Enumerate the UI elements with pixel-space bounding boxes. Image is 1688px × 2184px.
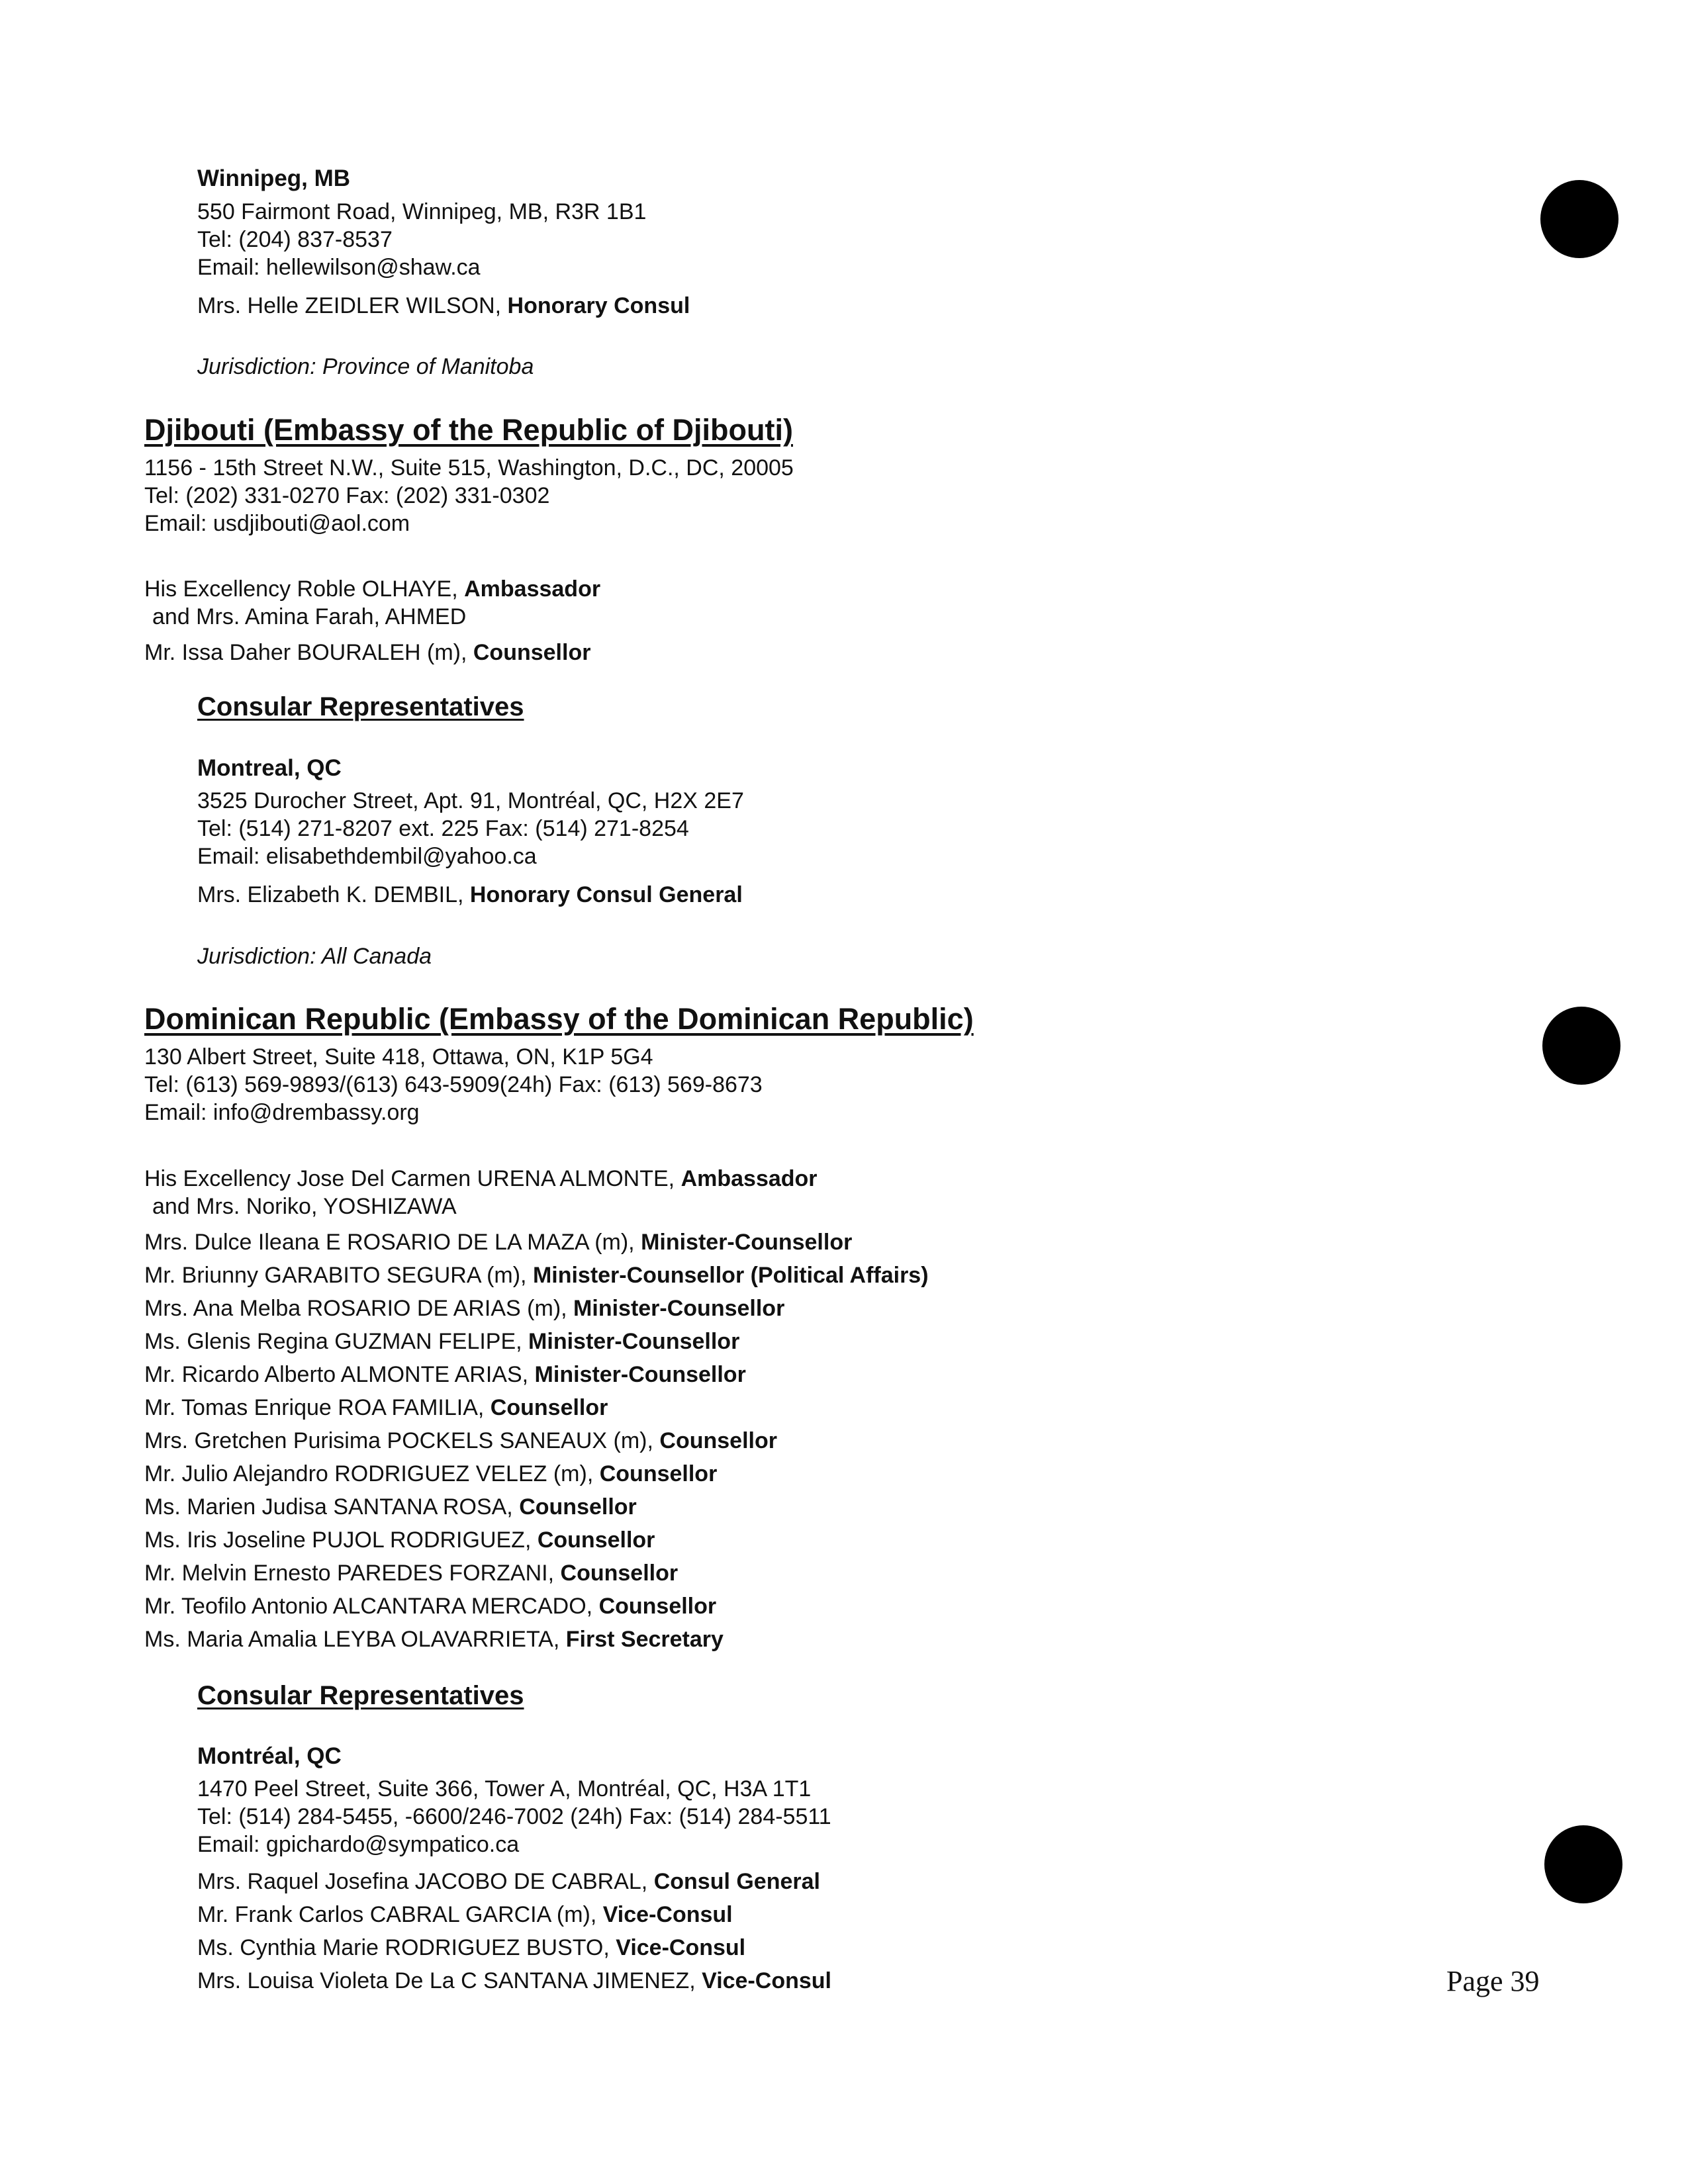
consulate-address: 3525 Durocher Street, Apt. 91, Montréal, QC, H2X 2E7	[197, 788, 744, 813]
embassy-tel: Tel: (613) 569-9893/(613) 643-5909(24h) Fax: (613) 569-8673	[144, 1072, 763, 1097]
consul-name: Ms. Cynthia Marie RODRIGUEZ BUSTO,	[197, 1935, 616, 1960]
consulate-address: 1470 Peel Street, Suite 366, Tower A, Montréal, QC, H3A 1T1	[197, 1776, 812, 1801]
consul-entry	[197, 1967, 831, 1995]
staff-title: Counsellor	[490, 1395, 608, 1420]
consul-title: Honorary Consul General	[469, 882, 743, 907]
consulate-email: Email: gpichardo@sympatico.ca	[197, 1832, 520, 1857]
consul-title: Honorary Consul	[507, 293, 690, 318]
ambassador-entry	[144, 1165, 818, 1193]
ambassador-name: His Excellency Roble OLHAYE,	[144, 576, 465, 602]
consulate-tel: Tel: (514) 284-5455, -6600/246-7002 (24h) Fax: (514) 284-5511	[197, 1804, 831, 1829]
ambassador-spouse: and Mrs. Noriko, YOSHIZAWA	[152, 1194, 457, 1219]
consulate-tel: Tel: (514) 271-8207 ext. 225 Fax: (514) 271-8254	[197, 816, 689, 841]
consul-entry	[197, 292, 690, 320]
consulate-city: Montreal, QC	[197, 755, 342, 781]
staff-name: Mr. Julio Alejandro RODRIGUEZ VELEZ (m),	[144, 1461, 600, 1486]
consul-title: Vice-Consul	[602, 1902, 733, 1927]
staff-entry	[144, 1526, 655, 1554]
jurisdiction-label: Jurisdiction:	[197, 354, 316, 379]
embassy-email: Email: usdjibouti@aol.com	[144, 511, 410, 536]
jurisdiction	[197, 942, 432, 970]
ambassador-spouse: and Mrs. Amina Farah, AHMED	[152, 604, 467, 629]
staff-title: Minister-Counsellor	[528, 1329, 740, 1354]
consulate-email: Email: hellewilson@shaw.ca	[197, 255, 481, 280]
staff-entry	[144, 1261, 929, 1289]
consul-entry	[197, 1868, 820, 1895]
staff-name: Mrs. Dulce Ileana E ROSARIO DE LA MAZA (m),	[144, 1230, 641, 1255]
staff-name: Mr. Teofilo Antonio ALCANTARA MERCADO,	[144, 1594, 599, 1619]
ambassador-name: His Excellency Jose Del Carmen URENA ALMONTE,	[144, 1166, 681, 1191]
staff-name: Ms. Maria Amalia LEYBA OLAVARRIETA,	[144, 1627, 566, 1652]
consul-title: Vice-Consul	[702, 1968, 831, 1993]
embassy-address: 130 Albert Street, Suite 418, Ottawa, ON, K1P 5G4	[144, 1044, 653, 1069]
consul-name: Mrs. Helle ZEIDLER WILSON,	[197, 293, 508, 318]
staff-title: First Secretary	[565, 1627, 724, 1652]
consul-name: Mrs. Raquel Josefina JACOBO DE CABRAL,	[197, 1869, 654, 1894]
staff-name: Ms. Glenis Regina GUZMAN FELIPE,	[144, 1329, 529, 1354]
jurisdiction-label: Jurisdiction:	[197, 944, 316, 969]
jurisdiction	[197, 353, 534, 381]
ambassador-entry	[144, 575, 600, 603]
staff-entry	[144, 1228, 852, 1256]
staff-name: Ms. Marien Judisa SANTANA ROSA,	[144, 1494, 520, 1520]
staff-title: Counsellor	[519, 1494, 637, 1520]
page-number: Page 39	[1446, 1965, 1540, 1997]
embassy-address: 1156 - 15th Street N.W., Suite 515, Washington, D.C., DC, 20005	[144, 455, 794, 480]
staff-entry	[144, 1559, 678, 1587]
staff-title: Counsellor	[473, 640, 591, 665]
consul-entry	[197, 1901, 733, 1929]
staff-title: Minister-Counsellor (Political Affairs)	[532, 1263, 929, 1288]
jurisdiction-value: All Canada	[316, 944, 432, 969]
staff-name: Mrs. Ana Melba ROSARIO DE ARIAS (m),	[144, 1296, 574, 1321]
staff-name: Ms. Iris Joseline PUJOL RODRIGUEZ,	[144, 1527, 538, 1553]
staff-entry	[144, 1295, 784, 1322]
staff-entry	[144, 1394, 608, 1422]
staff-title: Minister-Counsellor	[534, 1362, 746, 1387]
embassy-email: Email: info@drembassy.org	[144, 1100, 420, 1125]
consul-name: Mrs. Louisa Violeta De La C SANTANA JIMENEZ,	[197, 1968, 702, 1993]
consulate-city: Montréal, QC	[197, 1743, 342, 1769]
consulate-address: 550 Fairmont Road, Winnipeg, MB, R3R 1B1	[197, 199, 647, 224]
staff-entry	[144, 1427, 777, 1455]
consul-name: Mr. Frank Carlos CABRAL GARCIA (m),	[197, 1902, 603, 1927]
staff-title: Counsellor	[537, 1527, 655, 1553]
staff-title: Counsellor	[599, 1461, 718, 1486]
staff-entry	[144, 1460, 717, 1488]
consular-representatives-heading: Consular Representatives	[197, 692, 524, 721]
punch-hole	[1544, 1825, 1622, 1903]
staff-entry	[144, 1328, 739, 1355]
staff-title: Counsellor	[560, 1561, 679, 1586]
staff-name: Mr. Issa Daher BOURALEH (m),	[144, 640, 473, 665]
staff-name: Mr. Tomas Enrique ROA FAMILIA,	[144, 1395, 491, 1420]
consul-title: Consul General	[653, 1869, 820, 1894]
consul-title: Vice-Consul	[616, 1935, 746, 1960]
consulate-email: Email: elisabethdembil@yahoo.ca	[197, 844, 537, 869]
punch-hole	[1542, 1007, 1620, 1085]
country-heading-djibouti: Djibouti (Embassy of the Republic of Djibouti)	[144, 413, 793, 447]
consul-name: Mrs. Elizabeth K. DEMBIL,	[197, 882, 470, 907]
staff-title: Minister-Counsellor	[573, 1296, 785, 1321]
staff-title: Counsellor	[659, 1428, 777, 1453]
staff-name: Mr. Briunny GARABITO SEGURA (m),	[144, 1263, 533, 1288]
staff-name: Mr. Ricardo Alberto ALMONTE ARIAS,	[144, 1362, 535, 1387]
consulate-tel: Tel: (204) 837-8537	[197, 227, 393, 252]
ambassador-title: Ambassador	[680, 1166, 818, 1191]
ambassador-title: Ambassador	[464, 576, 601, 602]
jurisdiction-value: Province of Manitoba	[316, 354, 534, 379]
staff-title: Counsellor	[598, 1594, 717, 1619]
staff-entry	[144, 1625, 724, 1653]
consulate-city: Winnipeg, MB	[197, 165, 351, 191]
country-heading-dominican-republic: Dominican Republic (Embassy of the Dominican Republic)	[144, 1002, 974, 1036]
staff-entry	[144, 639, 590, 666]
consul-entry	[197, 1934, 745, 1962]
punch-hole	[1540, 180, 1618, 258]
staff-entry	[144, 1493, 637, 1521]
embassy-tel: Tel: (202) 331-0270 Fax: (202) 331-0302	[144, 483, 550, 508]
staff-name: Mrs. Gretchen Purisima POCKELS SANEAUX (m),	[144, 1428, 660, 1453]
consular-representatives-heading: Consular Representatives	[197, 1681, 524, 1710]
consul-entry	[197, 881, 743, 909]
staff-title: Minister-Counsellor	[641, 1230, 853, 1255]
staff-entry	[144, 1361, 746, 1388]
staff-entry	[144, 1592, 716, 1620]
staff-name: Mr. Melvin Ernesto PAREDES FORZANI,	[144, 1561, 561, 1586]
